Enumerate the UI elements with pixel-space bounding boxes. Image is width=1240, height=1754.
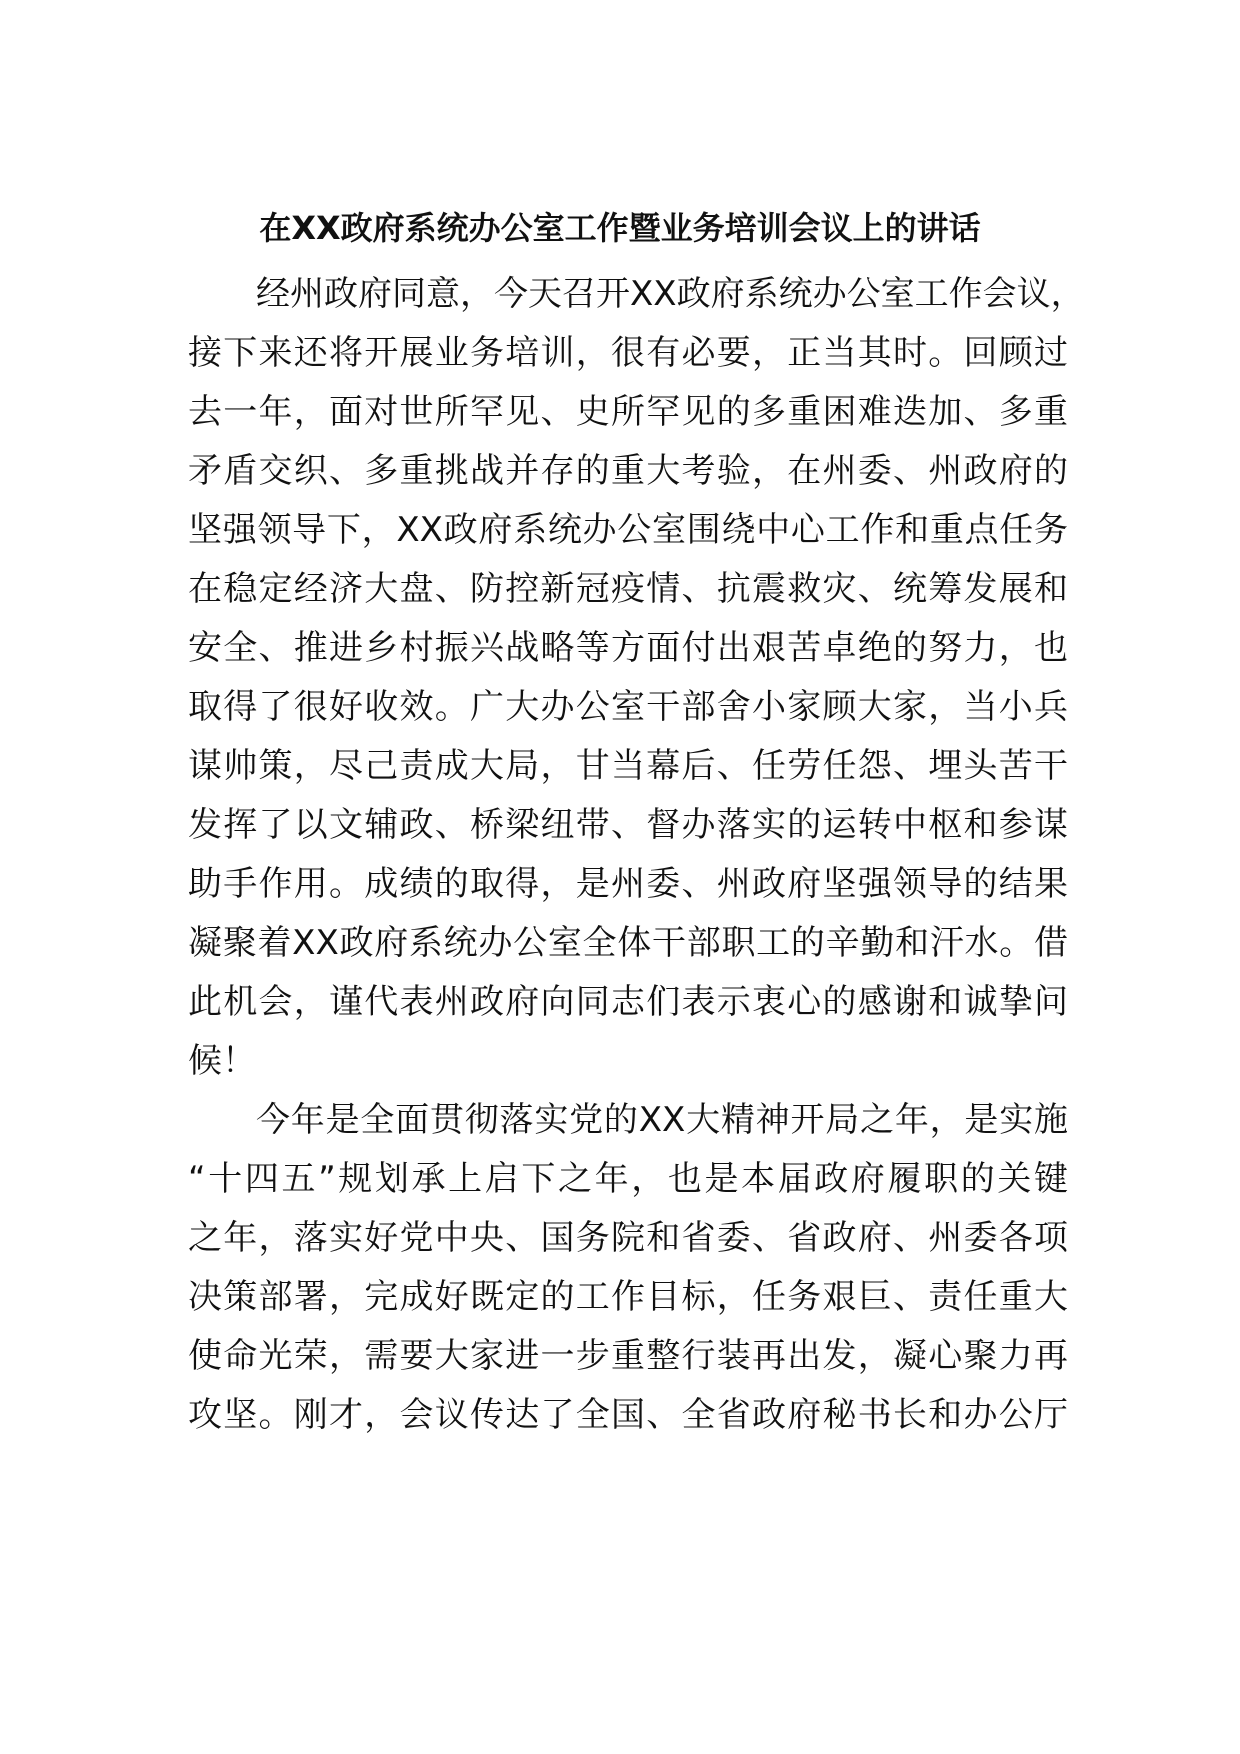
body-line: 谋帅策，尽己责成大局，甘当幕后、任劳任怨、埋头苦干: [188, 746, 1068, 786]
body-line: 助手作用。成绩的取得，是州委、州政府坚强领导的结果: [188, 864, 1068, 904]
body-line: 矛盾交织、多重挑战并存的重大考验，在州委、州政府的: [188, 451, 1068, 491]
body-line: 此机会，谨代表州政府向同志们表示衷心的感谢和诚挚问: [188, 982, 1068, 1022]
body-line: 经州政府同意，今天召开XX政府系统办公室工作会议，: [256, 274, 1085, 314]
body-line: 凝聚着XX政府系统办公室全体干部职工的辛勤和汗水。借: [188, 923, 1068, 963]
body-line: 取得了很好收效。广大办公室干部舍小家顾大家，当小兵: [188, 687, 1068, 727]
body-line: “十四五”规划承上启下之年，也是本届政府履职的关键: [188, 1159, 1068, 1199]
body-line: 接下来还将开展业务培训，很有必要，正当其时。回顾过: [188, 333, 1068, 373]
body-line: 去一年，面对世所罕见、史所罕见的多重困难迭加、多重: [188, 392, 1068, 432]
body-line: 使命光荣，需要大家进一步重整行装再出发，凝心聚力再: [188, 1336, 1068, 1376]
body-line: 坚强领导下，XX政府系统办公室围绕中心工作和重点任务: [188, 510, 1068, 550]
body-line: 候！: [188, 1041, 256, 1081]
document-title: 在XX政府系统办公室工作暨业务培训会议上的讲话: [259, 209, 981, 247]
body-line: 攻坚。刚才，会议传达了全国、全省政府秘书长和办公厅: [188, 1395, 1068, 1435]
body-line: 安全、推进乡村振兴战略等方面付出艰苦卓绝的努力，也: [188, 628, 1068, 668]
body-line: 之年，落实好党中央、国务院和省委、省政府、州委各项: [188, 1218, 1068, 1258]
body-line: 决策部署，完成好既定的工作目标，任务艰巨、责任重大: [188, 1277, 1068, 1317]
body-line: 今年是全面贯彻落实党的XX大精神开局之年，是实施: [256, 1100, 1068, 1140]
body-line: 在稳定经济大盘、防控新冠疫情、抗震救灾、统筹发展和: [188, 569, 1068, 609]
body-line: 发挥了以文辅政、桥梁纽带、督办落实的运转中枢和参谋: [188, 805, 1068, 845]
